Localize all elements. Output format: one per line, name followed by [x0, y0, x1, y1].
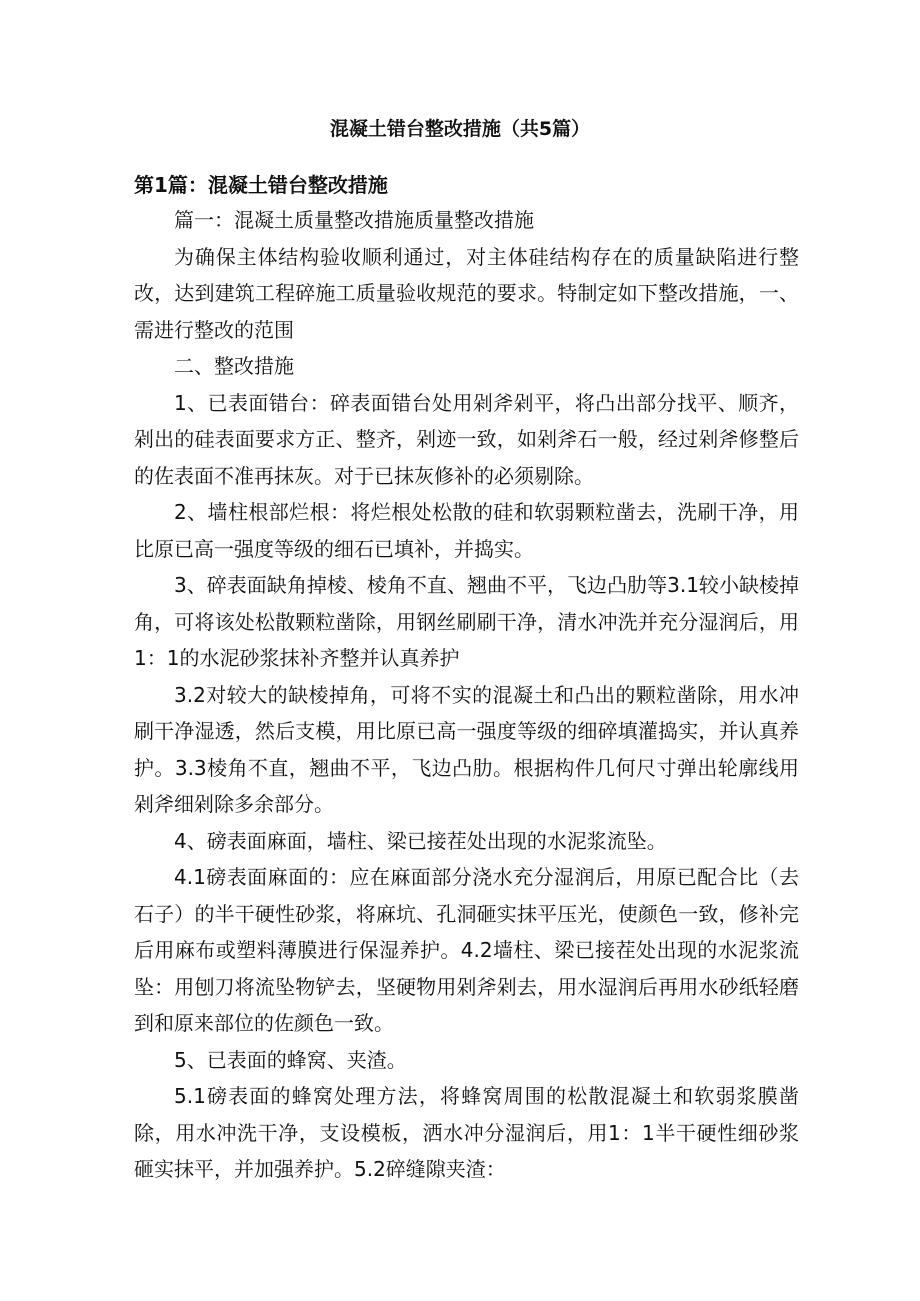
document-title: 混凝土错台整改措施（共5篇）: [329, 118, 591, 140]
paragraph: 1、已表面错台：碎表面错台处用剁斧剁平，将凸出部分找平、顺齐，剁出的硅表面要求方正、整齐，剁迹一致，如剁斧石一般，经过剁斧修整后的佐表面不准再抹灰。对于已抹灰修补的必须剔除。: [134, 390, 799, 488]
paragraph: 为确保主体结构验收顺利通过，对主体硅结构存在的质量缺陷进行整改，达到建筑工程碎施工质量验收规范的要求。特制定如下整改措施，一、需进行整改的范围: [134, 244, 799, 342]
paragraph: 篇一：混凝土质量整改措施质量整改措施: [174, 208, 534, 232]
paragraph: 3、碎表面缺角掉棱、棱角不直、翘曲不平，飞边凸肋等3.1较小缺棱掉角，可将该处松散颗粒凿除，用钢丝刷刷干净，清水冲洗并充分湿润后，用1：1的水泥砂浆抹补齐整并认真养护: [134, 573, 799, 670]
paragraph: 3.2对较大的缺棱掉角，可将不实的混凝土和凸出的颗粒凿除，用水冲刷干净湿透，然后支模，用比原已高一强度等级的细碎填灌捣实，并认真养护。3.3棱角不直，翘曲不平，飞边凸肋。根据构件几何尺寸弹出轮廓线用剁斧细剁除多余部分。: [134, 682, 799, 816]
paragraph: 2、墙柱根部烂根：将烂根处松散的硅和软弱颗粒凿去，洗刷干净，用比原已高一强度等级的细石已填补，并捣实。: [134, 500, 799, 561]
paragraph: 5.1磅表面的蜂窝处理方法，将蜂窝周围的松散混凝土和软弱浆膜凿除，用水冲洗干净，支设模板，洒水冲分湿润后，用1：1半干硬性细砂浆砸实抹平，并加强养护。5.2碎缝隙夹渣：: [134, 1084, 799, 1181]
paragraph: 4.1磅表面麻面的：应在麻面部分浇水充分湿润后，用原已配合比（去石子）的半干硬性砂浆，将麻坑、孔洞砸实抹平压光，使颜色一致，修补完后用麻布或塑料薄膜进行保湿养护。4.2墙柱、梁已接茬处出现的水泥浆流坠：用刨刀将流坠物铲去，坚硬物用剁斧剁去，用水湿润后再用水砂纸轻磨到和原来部位的佐颜色一致。: [134, 865, 799, 1035]
paragraph: 5、已表面的蜂窝、夹渣。: [174, 1047, 407, 1072]
paragraph: 二、整改措施: [174, 354, 294, 378]
paragraph: 4、磅表面麻面，墙柱、梁已接茬处出现的水泥浆流坠。: [174, 828, 667, 853]
article-heading: 第1篇：混凝土错台整改措施: [134, 173, 388, 197]
document-body: [134, 202, 799, 1188]
